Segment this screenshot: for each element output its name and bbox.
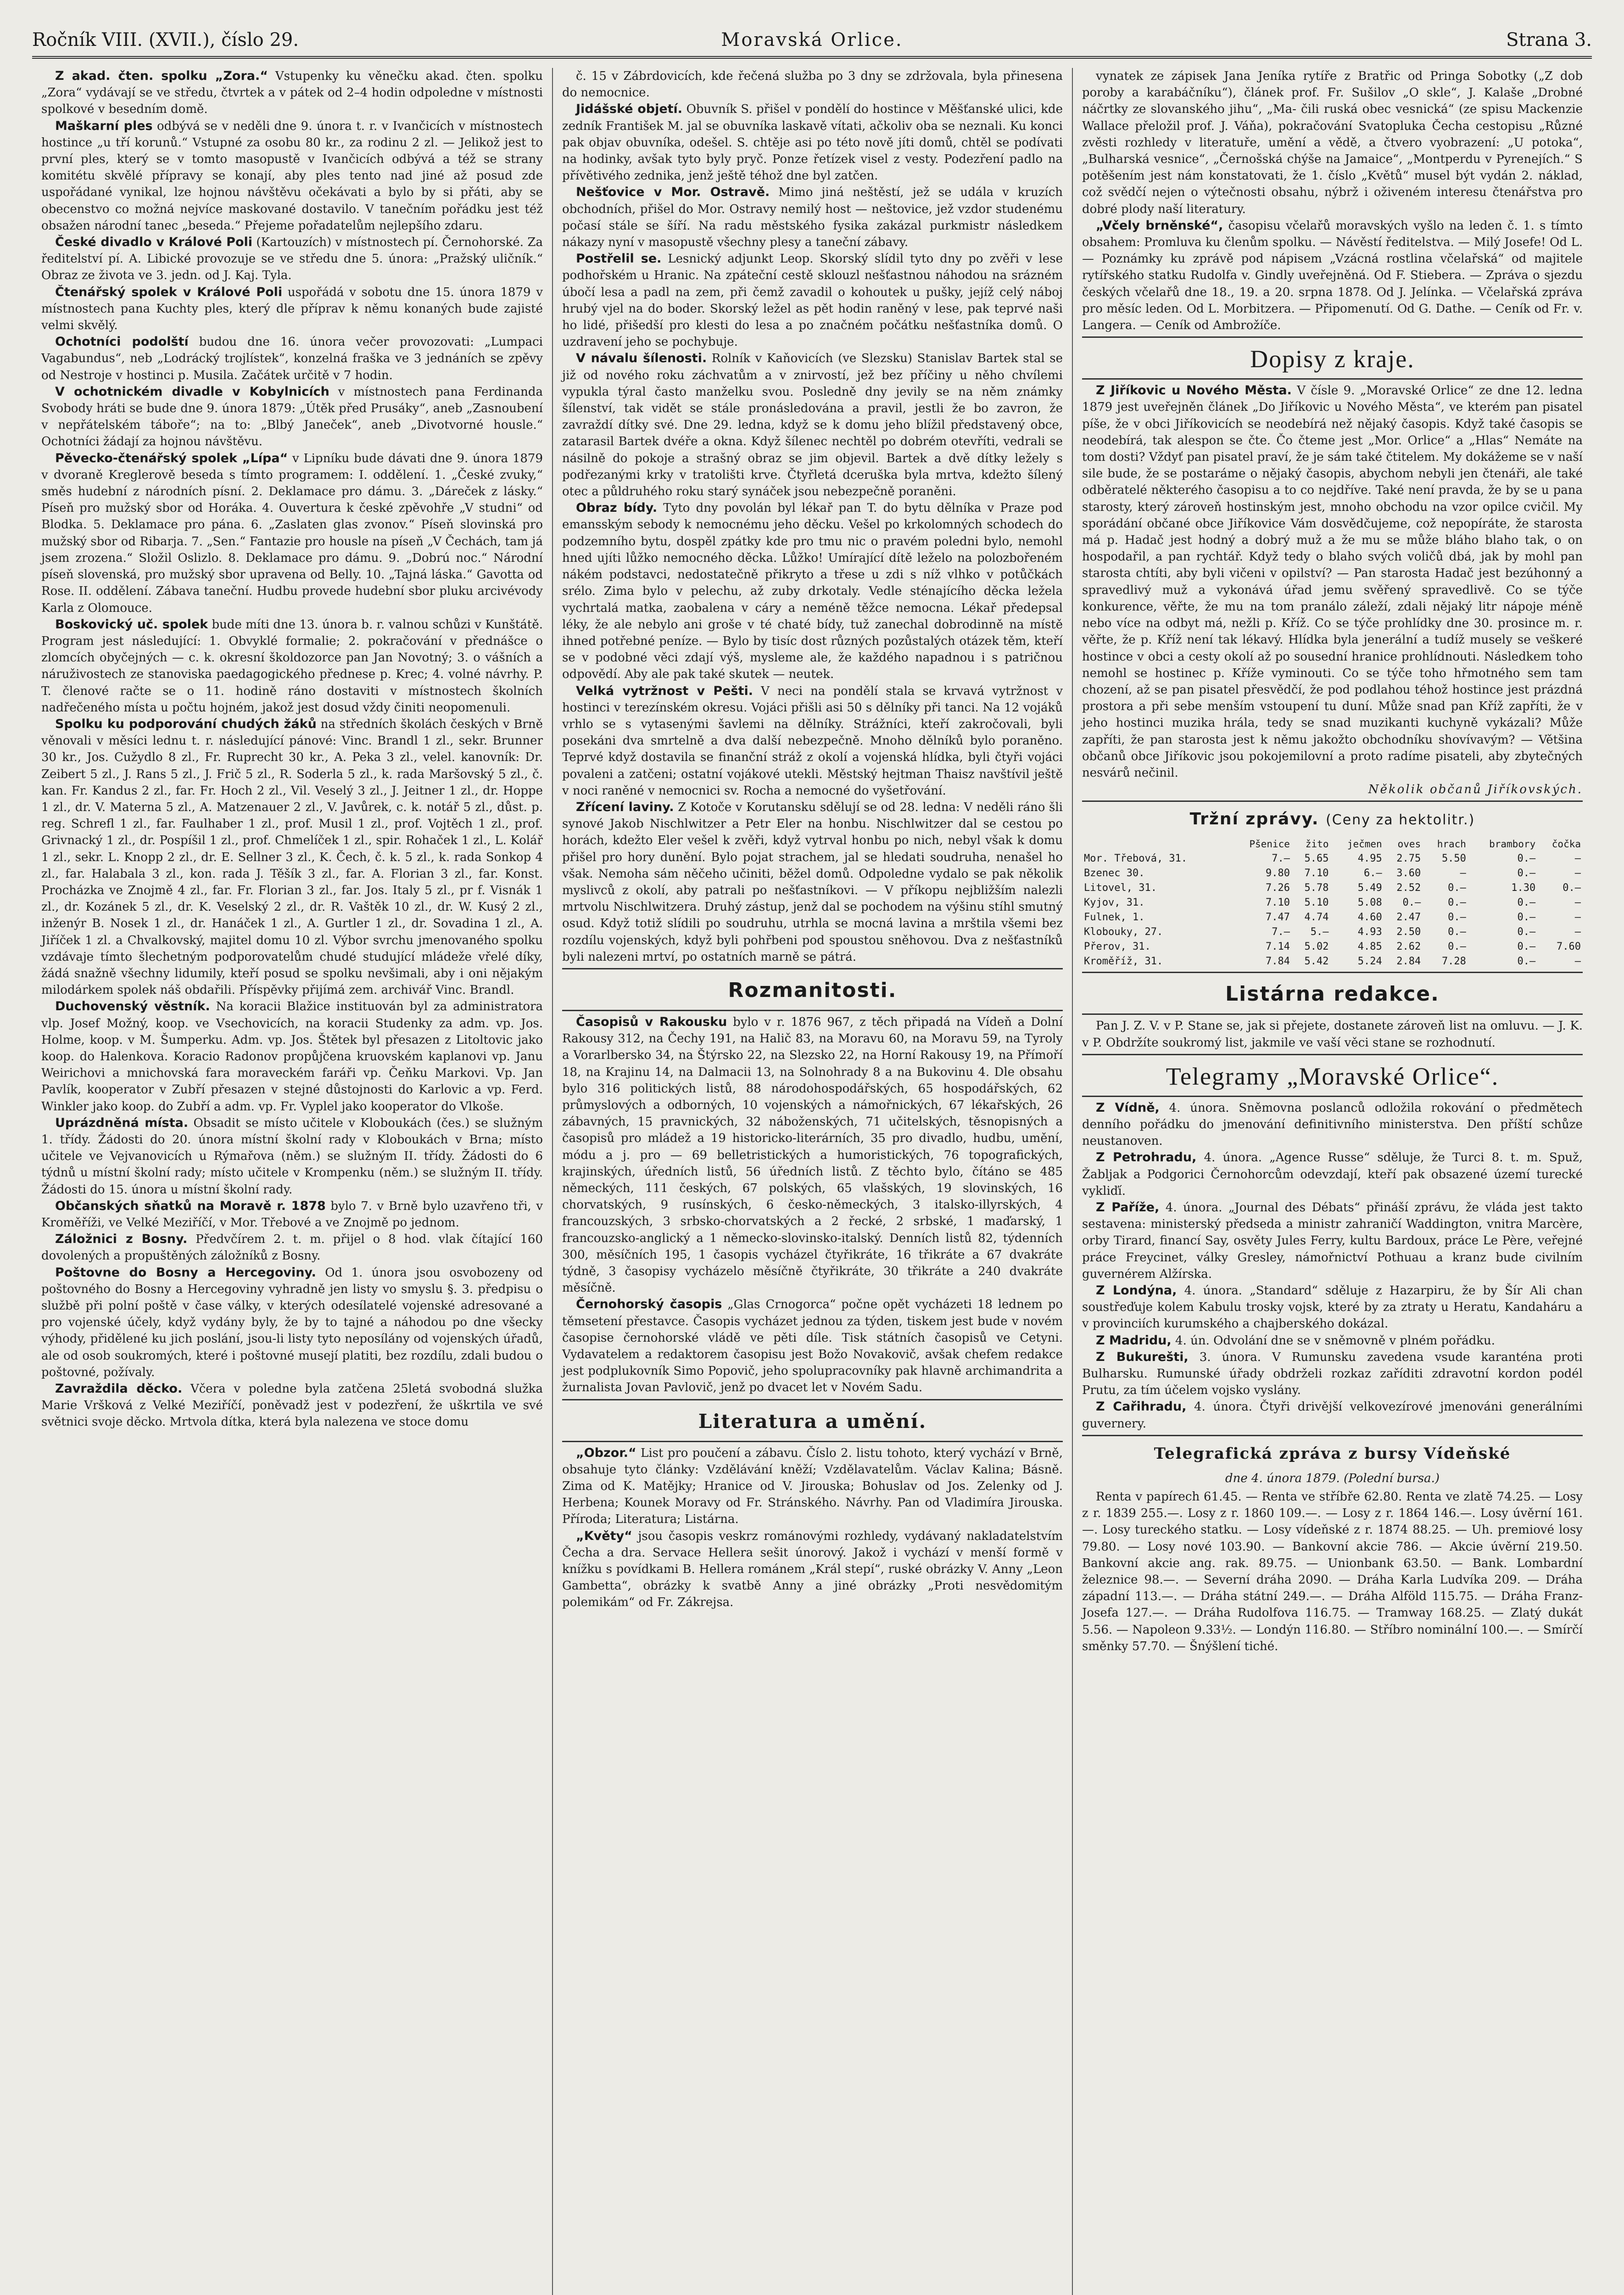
- market-cell: 0.—: [1448, 882, 1466, 894]
- market-cell: 7.—: [1272, 926, 1290, 938]
- article-text: Mimo jiná neštěstí, jež se udála v kruzích obchodních, přišel do Mor. Ostravy nemilý host — neštovice, jež vzdor studenému počasí stále se šíří. Na radu městského fysika zakázal purkmistr následkem nákazy nyní v masopustě všechny plesy a taneční zábavy.: [562, 185, 1063, 250]
- market-cell: Litovel, 31.: [1084, 882, 1157, 894]
- article-text: uspořádá v sobotu dne 15. února 1879 v místnostech pana Kuchty ples, který dle příprav k němu konaných bude zajisté velmi skvělý.: [41, 285, 543, 333]
- market-row: [1082, 881, 1583, 896]
- market-cell: 2.84: [1396, 956, 1421, 968]
- article-lead: Z Londýna,: [1096, 1283, 1177, 1298]
- market-cell: 9.80: [1265, 868, 1290, 879]
- market-unit: (Ceny za hektolitr.): [1326, 812, 1475, 828]
- market-cell: 5.78: [1304, 882, 1329, 894]
- article-text: bude míti dne 13. února b. r. valnou schůzi v Kunštátě. Program jest následující: 1. Obvyklé formalie; 2. pokračování v přednášce o zlomcích obyčejných — c. k. okresní školdozorce pan Jan Novotný; 3. o vášních a náruživostech ze stanoviska paedagogického přednese p. Krec; 4. volné návrhy. P. T. členové račte se o 11. hodině ráno dostaviti v místnostech školních nadřečeného místa u počtu hojném, jakož jest dosud vždy činiti neopomenuli.: [41, 617, 543, 715]
- market-row: [1082, 954, 1583, 969]
- issue-number: Ročník VIII. (XVII.), číslo 29.: [32, 29, 299, 50]
- market-cell: 5.42: [1304, 956, 1329, 968]
- market-cell: 4.95: [1357, 853, 1382, 865]
- rule-line: [1082, 1435, 1583, 1436]
- article-paragraph: [41, 234, 543, 284]
- article-paragraph: [41, 616, 543, 716]
- article-text: Obuvník S. přišel v pondělí do hostince v Měšťanské ulici, kde zedník František M. jal se obuvníka laskavě vítati, ačkoliv oba se neznali. Ku konci pak objav obuvníka, odešel. S. chtěje asi po této nově jíti domů, chtěl se podívati na hodinky, avšak tyto byly pryč. Ponze řetízek visel z vesty. Podezření padlo na přívětivého zednika, jenž ještě téhož dne byl zatčen.: [562, 102, 1063, 183]
- article-lead: V návalu šílenosti.: [576, 351, 707, 366]
- article-lead: Černohorský časopis: [576, 1297, 722, 1312]
- article-lead: Občanských sňatků na Moravě r. 1878: [55, 1198, 326, 1213]
- article-text: Tyto dny povolán byl lékař pan T. do bytu dělníka v Praze pod emansským sebody k nemocnému jeho děcku. Vešel po krkolomných schodech do podzemního bytu, dospěl zpátky kde pro tmu nic o pravém poledni bylo, nemohl hned ujíti lůžko nemocného děcka. Lůžko! Umírající dítě leželo na polozbořeném nákém podstavci, nedostatečně přikryto a třese u zdi s níž vlhko v potůčkách srélo. Zima bylo v pelechu, až zuby drkotaly. Vedle sténajícího děcka ležela vychrtalá matka, zaobalena v cáry a neméně těžce nemocna. Lékař předepsal léky, že ale nebylo ani groše v té chaté bídy, tuž zanechal dobrodinně na místě ihned potřebné peníze. — Bylo by tisíc dost různých pozůstalých otázek těm, kteří se v podobné věci zdají výš, mysleme ale, že každého napadnou i s patričnou odpovědí. Aby ale pak také skutek — neutek.: [562, 501, 1063, 682]
- market-header-cell: hrach: [1437, 839, 1466, 850]
- article-text: 3. února. V Rumunsku zavedena vsude karanténa proti Bulharsku. Rumunské úřady obdrželi rozkaz zaříditi zdravotní kordon podél Prutu, za tím účelem vojsko vyslány.: [1082, 1350, 1583, 1398]
- market-cell: 3.60: [1396, 868, 1421, 879]
- article-lead: Poštovne do Bosny a Hercegoviny.: [55, 1265, 316, 1280]
- article-lead: Velká vytržnost v Pešti.: [576, 683, 753, 698]
- article-text: vynatek ze zápisek Jana Jeníka rytíře z Bratřic od Pringa Sobotky („Z dob poroby a karabáčníku“), článek prof. Fr. Sušilov „O skle“, J. Kalaše „Drobné náčrtky ze slovanského jihu“, „Ma- čili ruská obec vesnická“ (ze spisu Mackenzie Wallace přeložil prof. J. Váňa), pokračování Svatopluka Čecha cestopisu „Různé zvěsti rozhledy v literatuře, umění a vědě, a čtvero vyobrazení: „U potoka“, „Bulharská vesnice“, „Černošská chýše na Jamaice“, „Montperdu v Pyrenejích.“ S potěšením jest nám konstatovati, že 1. číslo „Květů“ musel být vydán 2. náklad, což svědčí nejen o výtečnosti obsahu, nýbrž i oživeném interesu čtenářstva pro dobré plody naší literatury.: [1082, 69, 1583, 216]
- article-paragraph: [562, 184, 1063, 251]
- article-text: Rolník v Kaňovicích (ve Slezsku) Stanislav Bartek stal se již od nového roku záchvatům a v znirvostí, jež bez příčiny u něho chvílemi vypukla týral často manželku svou. Posledně dny jevily se na něm známky šílenství, tak vidět se stále pronásledována a pravil, jestli že bo zavron, že zavraždí dítky své. Dne 29. ledna, když se k domu jeho blížil představený obce, zatarasil Bartek dvéře a okna. Když šílenec nechtěl po dobrém otevříti, vedrali se násilně do pokoje a strašný obraz se jim objevil. Bartek a dvě dítky ležely s podřezanými krky v tratolišti krve. Čtyřletá dceruška byla mrtva, kdežto šílený otec a půldruhého roku starý synáček jsou nebezpečně poraněni.: [562, 352, 1063, 499]
- article-paragraph: [1082, 1199, 1583, 1282]
- market-cell: 5.65: [1304, 853, 1329, 865]
- market-row: [1082, 925, 1583, 940]
- market-header-cell: oves: [1397, 839, 1421, 850]
- listarna-text: Pan J. Z. V. v P. Stane se, jak si přejete, dostanete zároveň list na omluvu. — J. K. v P. Obdržíte soukromý list, jakmile ve vaší věci stane se rozhodnutí.: [1082, 1019, 1583, 1050]
- article-lead: Z Jiříkovic u Nového Města.: [1096, 383, 1292, 398]
- article-text: jsou časopis veskrz románovými rozhledy, vydávaný nakladatelstvím Čecha a dra. Servace Hellera sešit únorový. Jakož i vychází v menší formě v knížku s povídkami B. Hellera románem „Král stepí“, ruské obrázky V. Anny „Leon Gambetta“, obrázky k svatbě Anny a jiné obrázky „Proti nesvědomitým polemikám“ od Fr. Zákrejsa.: [562, 1529, 1063, 1610]
- rule-line: [562, 968, 1063, 969]
- article-paragraph: [562, 1296, 1063, 1396]
- rule-line: [1082, 1096, 1583, 1097]
- section-title-telegramy: Telegramy „Moravské Orlice“.: [1166, 1062, 1499, 1090]
- market-row: [1082, 940, 1583, 954]
- market-cell: 4.74: [1304, 912, 1329, 924]
- rule-line: [562, 1399, 1063, 1400]
- article-text: bylo v r. 1876 967, z těch připadá na Vídeň a Dolní Rakousy 312, na Čechy 191, na Halič 83, na Moravu 60, na Moravu 59, na Tyroly a Vorarlbersko 34, na Štýrsko 22, na Slezsko 22, na Horní Rakousy 19, na Přímoří 18, na Krajinu 14, na Dalmacii 13, na Solnohrady 8 a na Bukovinu 4. Dle obsahu bylo 316 politických listů, 88 národohospodářských, 65 hospodářských, 62 průmyslových a odborných, 10 vojenských a námořnických, 67 lékařských, 26 zábavných, 15 pravnických, 32 náboženských, 71 učitelských, těsnopisných a časopisů pro mládež a 19 historicko-literárních, 35 pro divadlo, hudbu, umění, módu a j. pro — 69 belletristických a humoristických, 76 topografických, krajinských, úředních listů, 56 úředních listů. Z těchto bylo, čítáno se 485 německých, 111 českých, 67 polských, 65 vlašských, 19 slovinských, 16 chorvatských, 9 rusínských, 6 česko-německých, 3 italsko-illyrských, 4 francouzských, 3 srbsko-chorvatských a 2 řecké, 2 srbské, 1 maďarský, 1 francouzsko-anglický a 1 německo-slovinsko-italský. Denních listů 82, týdenních 300, měsíčních 195, 1 časopis vycházel čtyřikráte, 16 třikráte a 67 dvakráte týdně, 3 časopisy vycházelo měsíčně čtyřikráte, 30 třikráte a 240 dvakráte měsíčně.: [562, 1015, 1063, 1295]
- borse-text: Renta v papírech 61.45. — Renta ve stříbře 62.80. Renta ve zlatě 74.25. — Losy z r. 1839 255.—. Losy z r. 1860 109.—. — Losy z r. 1864 146.—. Losy úvěrní 161.—. Losy tureckého statku. — Losy vídeňské z r. 1874 88.25. — Uh. premiové losy 79.80. — Losy nové 103.90. — Bankovní akcie 786. — Akcie úvěrní 219.50. Bankovní akcie ang. rak. 89.75. — Unionbank 63.50. — Bank. Lombardní železnice 98.—. — Severní dráha 2090. — Dráha Karla Ludvíka 209. — Dráha západní 113.—. — Dráha státní 249.—. — Dráha Alföld 115.75. — Dráha Franz-Josefa 127.—. — Dráha Rudolfova 116.75. — Tramway 168.25. — Zlatý dukát 5.56. — Napoleon 9.33½. — Londýn 116.80. — Stříbro nominální 100.—. — Smírčí směnky 57.70. — Šnýšlení tiché.: [1082, 1490, 1583, 1653]
- article-paragraph: [41, 384, 543, 450]
- article-paragraph: [41, 1115, 543, 1198]
- market-cell: —: [1574, 853, 1581, 865]
- market-cell: 2.62: [1396, 941, 1421, 953]
- letter-signature: Několik občanů Jiříkovských.: [1368, 783, 1583, 797]
- rule-line: [1082, 1054, 1583, 1055]
- section-title-literatura: Literatura a umění.: [698, 1410, 927, 1433]
- article-text: (Kartouzích) v místnostech pí. Černohorské. Za ředitelství pí. A. Libické provozuje se ve středu dne 5. února: „Pražský uličník.“ Obraz ze života ve 3. jedn. od J. Kaj. Tyla.: [41, 235, 543, 283]
- rule-line: [562, 1441, 1063, 1442]
- article-paragraph: [562, 1528, 1063, 1611]
- market-cell: Klobouky, 27.: [1084, 926, 1163, 938]
- article-lead: Spolku ku podporování chudých žáků: [55, 716, 317, 731]
- market-cell: 7.10: [1265, 897, 1290, 909]
- market-cell: Kyjov, 31.: [1084, 897, 1145, 909]
- market-cell: 0.—: [1517, 853, 1536, 865]
- market-cell: 5.24: [1357, 956, 1382, 968]
- article-lead: „Květy“: [576, 1528, 632, 1543]
- rule-line: [1082, 1013, 1583, 1015]
- article-text: Na koracii Blažice instituován byl za administratora vlp. Josef Možný, koop. ve Vsechovicích, na koracii Studenky za adm. vp. Jos. Holme, koop. v M. Šumperku. Adm. vp. Jos. Štětek byl přesazen z Litoltovic jako koop. do Halenkova. Koracio Radonov propůjčena kruovském kaplanovi vp. Janu Weirichovi a mnichovská fara moraveckém faráři vp. Čeňku Markovi. Vp. Jan Pavlík, kooperator v Zubří přesazen v stejné důstojnosti do Karlovic a vp. Ferd. Winkler jako koop. do Zubří a adm. vp. Fr. Vyplel jako kooperator do Vlkoše.: [41, 1000, 543, 1114]
- market-cell: 5.08: [1357, 897, 1382, 909]
- market-cell: 5.49: [1357, 882, 1382, 894]
- market-cell: 0.—: [1517, 897, 1536, 909]
- rule-line: [1082, 972, 1583, 973]
- article-paragraph: [41, 1265, 543, 1381]
- market-cell: 0.—: [1448, 926, 1466, 938]
- columns: [32, 68, 1592, 2295]
- market-cell: 2.52: [1396, 882, 1421, 894]
- page-number: Strana 3.: [1506, 29, 1592, 50]
- market-cell: 5.02: [1304, 941, 1329, 953]
- market-cell: 7.14: [1265, 941, 1290, 953]
- article-lead: „Obzor.“: [576, 1445, 636, 1460]
- market-header-cell: [1082, 837, 1230, 851]
- article-paragraph: [1082, 68, 1583, 218]
- article-text: „Glas Crnogorca“ počne opět vycházeti 18 lednem po těmsetení přestavce. Časopis vycházet jednou za týden, tiskem jest bude v novém časopise černohorské vládě ve pěti díle. Tisk státních časopisů ve Cetyni. Vydavatelem a redaktorem časopisu jest Božo Novakovič, avšak chefem redakce jest podplukovník Simo Popovič, jeho spolupracovníky pak hlavně archimandrita a žurnalista Jovan Pavlovič, jenž po dvacet let v Novém Sadu.: [562, 1298, 1063, 1395]
- market-cell: 7.84: [1265, 956, 1290, 968]
- market-cell: 4.93: [1357, 926, 1382, 938]
- market-cell: 7.26: [1265, 882, 1290, 894]
- article-paragraph: [41, 716, 543, 998]
- market-cell: 0.—: [1448, 897, 1466, 909]
- market-cell: 4.85: [1357, 941, 1382, 953]
- article-paragraph: [1082, 1282, 1583, 1332]
- column-2: [552, 68, 1072, 2295]
- section-title-rozmanitosti: Rozmanitosti.: [728, 978, 897, 1002]
- article-text: Lesnický adjunkt Leop. Skorský slídil tyto dny po zvěři v lese podhořském u Hranic. Na zpáteční cestě sklouzl nešťastnou náhodou na srázném úbočí lesa a padl na zem, při čemž zavadil o kohoutek u pušky, jejíž celý náboj hrubý vjel na do boder. Skorský ležel as pět hodin raněný v lese, pak teprvé naši ho lidé, přišedší pro klesti do lesa a po značném počátku nešťastníka domů. O uzdravení jeho se pochybuje.: [562, 252, 1063, 349]
- article-text: Od 1. února jsou osvobozeny od poštovného do Bosny a Hercegoviny vyhradně jen listy vo smyslu §. 3. předpisu o službě při polní poště v čase války, v kterých odesílatelé vojenské adresované a pro vojenské účely, když vydány byly, že by to tajné a náhodou po dne všecky výhody, přidělené ku jich poslání, jsou-li listy tyto neposílány od vojenských úřadů, ale od osob soukromých, které i poštovné musejí platiti, bez rozdílu, zdali budou o poštovné, požívaly.: [41, 1265, 543, 1379]
- article-text: 4. února. Čtyři drivější velkovezírové jmenováni generálními guvernery.: [1082, 1400, 1583, 1431]
- market-cell: —: [1574, 926, 1581, 938]
- article-text: odbývá se v neděli dne 9. února t. r. v Ivančicích v místnostech hostince „u tří korunů.“ Vstupné za osobu 80 kr., za rodinu 2 zl. — Jelikož jest to první ples, který se v tomto masopustě v Ivančicích odbývá a též se strany komitétu skvělé přípravy se konají, aby ples tento nad jiné až posud zde uspořádané vynikal, lze hojnou návštěvu očekávati a bylo by si přáti, aby se obecenstvo co možná nejvíce maskované dostavilo. V tanečním pořádku jest též obsažen národní tanec „beseda.“ Přejeme pořadatelům nejlepšího zdaru.: [41, 119, 543, 233]
- article-text: Obsadit se místo učitele v Kloboukách (čes.) se služným 1. třídy. Žádosti do 20. února místní školní rady v Kloboukách v Brna; místo učitele ve Vejvanovicích u Rýmařova (něm.) se služným II. třídy. Žádosti do 6 týdnů u místní školní rady; místo učitele v Krompenku (něm.) se služným II. třídy. Žádosti do 15. února u místní školní rady.: [41, 1116, 543, 1197]
- article-paragraph: [562, 683, 1063, 799]
- article-paragraph: [41, 998, 543, 1114]
- article-text: časopisu včelařů moravských vyšlo na leden č. 1. s tímto obsahem: Promluva ku členům spolku. — Návěstí ředitelstva. — Milý Josefe! Od L. — Poznámky ku zprávě pod nápisem „Vzácná rostlina včelařská“ od majitele rytířského statku Rudolfa v. Gindly uveřejněná. Od F. Stiebera. — Zpráva o sjezdu českých včelařů dne 18., 19. a 20. srpna 1878. Od J. Jelínka. — Včelařská zpráva pro měsíc leden. Od L. Morbitzera. — Připomenutí. Od G. Dathe. — Ceník od Fr. v. Langera. — Ceník od Ambrožíče.: [1082, 218, 1583, 333]
- article-paragraph: [41, 118, 543, 234]
- market-cell: 2.47: [1396, 912, 1421, 924]
- rule-line: [562, 1010, 1063, 1011]
- article-lead: Z Bukurešti,: [1096, 1349, 1189, 1364]
- market-cell: 5.10: [1304, 897, 1329, 909]
- market-cell: 0.—: [1402, 897, 1421, 909]
- market-cell: 2.50: [1396, 926, 1421, 938]
- market-cell: 0.—: [1517, 912, 1536, 924]
- market-cell: —: [1574, 956, 1581, 968]
- article-paragraph: [562, 1014, 1063, 1296]
- market-cell: Přerov, 31.: [1084, 941, 1151, 953]
- article-lead: V ochotnickém divadle v Kobylnicích: [55, 384, 329, 399]
- market-cell: 0.—: [1448, 941, 1466, 953]
- article-lead: Zavraždila děcko.: [55, 1382, 183, 1396]
- market-cell: —: [1574, 912, 1581, 924]
- article-text: 4. února. „Journal des Débats“ přináší zprávu, že vláda jest takto sestavena: ministerský předseda a ministr zahraničí Waddington, vnitra Marcère, orby Tirard, financí Say, osvěty Jules Ferry, kultu Bardoux, práce Le Père, veřejné práce Freycinet, války Gresley, námořnictví Pothuau a kranz bude civilním guvernérem Alžírska.: [1082, 1200, 1583, 1281]
- article-paragraph: [1082, 1332, 1583, 1349]
- article-lead: Pěvecko-čtenářský spolek „Lípa“: [55, 451, 288, 465]
- market-cell: Mor. Třebová, 31.: [1084, 853, 1188, 865]
- article-text: Včera v poledne byla zatčena 25letá svobodná služka Marie Vršková z Velké Meziříčí, poněvadž jest v podezření, že uškrtila ve své světnici svoje děcko. Mrtvola dítka, která byla nalezena ve stoce domu: [41, 1382, 543, 1429]
- market-header-cell: čočka: [1551, 839, 1581, 850]
- market-cell: 0.—: [1448, 912, 1466, 924]
- article-text: v místnostech pana Ferdinanda Svobody hráti se bude dne 9. února 1879: „Útěk před Prusáky“, aneb „Zasnoubení v nepřátelském táboře“; na to: „Blbý Janeček“, aneb „Divotvorné housle.“ Ochotníci žádají za hojnou návštěvu.: [41, 385, 543, 449]
- article-lead: Z Cařihradu,: [1096, 1399, 1187, 1414]
- article-paragraph: [1082, 1149, 1583, 1199]
- article-lead: Duchovenský věstník.: [55, 999, 210, 1014]
- article-lead: Ochotníci podolští: [55, 335, 189, 349]
- article-lead: Čtenářský spolek v Králové Poli: [55, 285, 283, 299]
- market-cell: 5.—: [1310, 926, 1329, 938]
- market-header-row: [1082, 837, 1583, 851]
- market-cell: 4.60: [1357, 912, 1382, 924]
- article-lead: Z Madridu,: [1096, 1333, 1172, 1348]
- rule-line: [1082, 800, 1583, 802]
- market-cell: 0.—: [1517, 868, 1536, 879]
- article-text: č. 15 v Zábrdovicích, kde řečená služba po 3 dny se zdržovala, byla přinesena do nemocnice.: [562, 69, 1063, 100]
- article-paragraph: [41, 334, 543, 384]
- page-header: [32, 24, 1592, 59]
- section-title-listarna: Listárna redakce.: [1225, 982, 1440, 1006]
- article-text: Z Kotoče v Korutansku sdělují se od 28. ledna: V neděli ráno šli synové Jakob Nischlwitzer a Petr Eler na honbu. Nischlwitzer dal se cestou po horách, kdežto Eler vešel k zvěři, když vytrval honbu po nich, nebyl však k domu přišel pro hory dunění. Bylo pojat strachem, jal se hledati soudruha, nenašel ho však. Nemoha sám něčeho učiniti, běžel domů. Odpoledne vydalo se pak několik myslivců z okolí, aby patrali po nešťastníkovi. — V příkopu nejbližším nalezli mrtvolu Nischlwitzera. Druhý zástup, jenž dal se pochodem na výšinu stíhl smutný osud. Když totiž slídili po soudruhu, utrhla se mocná lavina a mrštila všemi bez rozdílu vojenských, když byli pohřbeni pod spoustou sněhovou. Dva z nešťastníků byli nalezeni mrtví, po ostatních marně se pátrá.: [562, 800, 1063, 964]
- article-text: v Lipníku bude dávati dne 9. února 1879 v dvoraně Kreglerově beseda s tímto programem: I. oddělení. 1. „České zvuky,“ směs hudební z národních písní. 2. Deklamace pro dámu. 3. „Dáreček z lásky.“ Píseň pro mužský sbor od Horáka. 4. Ouvertura k české zpěvohře „V studni“ od Blodka. 5. Deklamace pro pána. 6. „Zaslaten glas zvonov.“ Píseň slovinská pro mužský sbor od Ribarja. 7. „Sen.“ Fantazie pro housle na píseň „V Čechách, tam já jsem zrozena.“ Složil Oslizlo. 8. Deklamace pro dámu. 9. „Dobrú noc.“ Národní píseň slovenská, pro mužský sbor upravena od Belly. 10. „Tajná láska.“ Gavotta od Rose. II. oddělení. Zábava taneční. Hudbu provede hudební sbor pluku arcivévody Karla z Olomouce.: [41, 451, 543, 615]
- article-lead: Boskovický uč. spolek: [55, 617, 208, 632]
- article-lead: Jidášské objetí.: [576, 102, 683, 117]
- article-lead: Obraz bídy.: [576, 501, 658, 515]
- market-header-cell: brambory: [1489, 839, 1536, 850]
- article-lead: Z akad. čten. spolku „Zora.“: [55, 69, 268, 83]
- article-text: bylo 7. v Brně bylo uzavřeno tři, v Kroměříži, ve Velké Meziříčí, v Mor. Třebové a ve Znojmě po jednom.: [41, 1199, 543, 1230]
- article-lead: Z Paříže,: [1096, 1200, 1160, 1215]
- market-cell: 7.10: [1304, 868, 1329, 879]
- market-cell: 7.28: [1441, 956, 1466, 968]
- market-cell: 0.—: [1517, 926, 1536, 938]
- market-cell: 6.—: [1363, 868, 1382, 879]
- market-cell: —: [1460, 868, 1466, 879]
- article-paragraph: [562, 251, 1063, 350]
- article-text: V čísle 9. „Moravské Orlice“ ze dne 12. ledna 1879 jest uveřejněn článek „Do Jiříkovic u Nového Města“, ve kterém pan pisatel píše, že v obci Jiříkovicích se neodebírá než nějaký časopis. Když také časopis se neodebírá, tak alespon se čte. Čo čteme jest „Mor. Orlice“ a „Hlas“ Nemáte na tom dosti? Vždyť pan pisatel praví, že je sám také čtitelem. My dokážeme se v naší sile bude, že se postaráme o nějaký časopis, abychom nebyli jen čtenáři, ale také odběratelé některého časopisu a to co nejdříve. Také není pravda, že by se u pana starosty, který zároveň hostinským jest, mnoho obchodu na vzor opilce cvičil. My sporádání občané obce Jiříkovice Vám dosvědčujeme, což nepopíráte, že starosta má p. Hadač jest hodný a dobrý muž a že mu se může bláho blaho tak, o on hospodařil, a pan rychtář. Když tedy o blaho svých voličů dbá, jak by mohl pan starosta chtíti, aby byli vičeni v opilství? — Pan starosta Hadač jest bezúhonný a spravedlivý muž a vykonává úřad jemu svěřený spravedlivě. Co se týče konkurence, věřte, že mu na tom pranálo záleží, zdali nějaký litr nápoje méně nebo více na odbyt má, nežli p. Kříž. Co se týče prohlídky dne 30. prosince m. r. věřte, že p. Kříž není tak lékavý. Hlídka byla jenerální a tudíž musely se veškeré hostince v obci a cesty okolí až po sousední hranice prohlídnouti. Následkem toho nemohl se hostinec p. Kříže vyminouti. Co se týče toho hřmotného sem tam chození, až se pan pisatel přesvědčí, že pod podlahou téhož hostince jest prázdná prostora a při sebe menším vstoupení tu duní. Může snad pan Kříž zapříti, že v jeho hostinci muzika hrála, tedy se snad muzikanti kuchyně vykázali? Může zapříti, že pan starosta jest k němu jakožto obchodníku shovívavým? — Většina občanů obce Jiříkovic jsou pokojemilovní a proto radíme pisateli, aby zbytečných nesvárů nečinil.: [1082, 384, 1583, 780]
- article-text: 4. února. „Agence Russe“ sděluje, že Turci 8. t. m. Spuž, Žabljak a Podgorici Černohorcům odevzdají, kteří pak obsazené území turecké vykliďí.: [1082, 1151, 1583, 1198]
- article-lead: Zřícení laviny.: [576, 800, 674, 814]
- article-text: na středních školách českých v Brně věnovali v měsíci lednu t. r. následující pánové: Vinc. Brandl 1 zl., sekr. Brunner 30 kr., Jos. Cužydlo 8 zl., Fr. Ruprecht 30 kr., A. Peka 3 zl., velel. kanovník: Dr. Zeibert 5 zl., J. Rans 5 zl., J. Frič 5 zl., R. Soderla 5 zl., k. rada Maršovský 5 zl., č. kan. Fr. Kandus 2 zl., far. Fr. Hoch 2 zl., Vil. Veselý 3 zl., J. Jeitner 1 zl., dr. Hoppe 1 zl., dr. V. Materna 5 zl., A. Matzenauer 2 zl., V. Javůrek, c. k. notář 5 zl., důst. p. reg. Schrefl 1 zl., far. Faulhaber 1 zl., prof. Musil 1 zl., prof. Vojtěch 1 zl., prof. Grivnacký 1 zl., dr. Pospíšil 1 zl., prof. Chmelíček 1 zl., spir. Rohaček 1 zl., L. Kolář 1 zl., sekr. L. Knopp 2 zl., dr. E. Sellner 3 zl., K. Čech, č. k. 5 zl., k. rada Sonkop 4 zl., far. Halabala 3 zl., kon. rada J. Těšík 3 zl., far. A. Florian 3 zl., far. Konst. Procházka ve Znojmě 4 zl., far. Fr. Florian 3 zl., far. Jos. Italy 5 zl., pr f. Visnák 1 zl., dr. Kozánek 5 zl., dr. K. Veselský 2 zl., dr. R. Vaštěk 10 zl., dr. W. Kusý 2 zl., inženýr B. Nosek 1 zl., dr. Hanáček 1 zl., A. Gurtler 1 zl., dr. Sovadina 1 zl., A. Jiříček 1 zl. a Chvalkovský, majitel domu 10 zl. Výbor svrchu jmenovaného spolku vzdávaje tímto šlechetným podporovatelům chudé studující mládeže vřelé díky, žádá snažně všechny lidumily, kteří posud se spolku nevšimali, aby i oni nějakým milodárkem spolek náš obdařili. Příspěvky přijímá zem. archivář Vinc. Brandl.: [41, 717, 543, 997]
- market-row: [1082, 851, 1583, 866]
- article-paragraph: [41, 1231, 543, 1264]
- article-paragraph: [562, 68, 1063, 101]
- market-cell: 7.—: [1272, 853, 1290, 865]
- market-cell: 5.50: [1441, 853, 1466, 865]
- article-lead: Maškarní ples: [55, 118, 153, 133]
- market-cell: Bzenec 30.: [1084, 868, 1145, 879]
- rule-line: [1082, 336, 1583, 338]
- article-paragraph: [562, 350, 1063, 500]
- market-cell: —: [1574, 897, 1581, 909]
- market-header-cell: žito: [1305, 839, 1329, 850]
- article-paragraph: [562, 1445, 1063, 1528]
- market-cell: 2.75: [1396, 853, 1421, 865]
- column-1: [32, 68, 552, 2295]
- market-row: [1082, 896, 1583, 910]
- market-cell: 7.60: [1557, 941, 1581, 953]
- article-lead: Uprázdněná místa.: [55, 1115, 189, 1130]
- article-paragraph: [1082, 382, 1583, 781]
- article-text: Předvčírem 2. t. m. přijel o 8 hod. vlak čítající 160 dovolených a propuštěných záložníků z Bosny.: [41, 1232, 543, 1263]
- article-paragraph: [1082, 218, 1583, 334]
- market-row: [1082, 910, 1583, 925]
- article-lead: Záložnici z Bosny.: [55, 1232, 188, 1247]
- article-text: V neci na pondělí stala se krvavá vytržnost v hostinci v terezínském okresu. Vojáci přišli asi 50 s dělníky při tanci. Na 12 vojáků vrhlo se s vytasenými šavlemi na dělníky. Strážníci, kteří zakročovali, byli posekáni dva smrtelně a dva další nebezpečně. Mnoho dělníků bylo poraněno. Teprvé když dostavila se finanční stráž z okolí a vojenská hlídka, byli čtyři vojáci povaleni a zatčeni; ostatní vojákové utekli. Městský hejtman Thaisz navštívil ještě v noci raněné v nemocnici sv. Rocha a nemocné do vyšetřování.: [562, 684, 1063, 798]
- article-paragraph: [1082, 1399, 1583, 1432]
- rule-line: [1082, 378, 1583, 380]
- article-text: 4. února. „Standard“ sděluje z Hazarpiru, že by Šír Ali chan soustřeďuje kolem Kabulu trosky vojsk, které by za ztraty u Heratu, Kandaháru a v provinciích kurumského a chajberského dokázal.: [1082, 1283, 1583, 1331]
- market-cell: 1.30: [1511, 882, 1536, 894]
- masthead-title: Moravská Orlice.: [721, 29, 903, 50]
- section-title-dopisy: Dopisy z kraje.: [1250, 345, 1415, 373]
- article-lead: České divadlo v Králové Poli: [55, 235, 253, 250]
- market-cell: Fulnek, 1.: [1084, 912, 1145, 924]
- article-paragraph: [562, 500, 1063, 683]
- article-text: budou dne 16. února večer provozovati: „Lumpaci Vagabundus“, neb „Lodrácký trojlístek“, konzelná fraška ve 3 jednáních se zpěvy od Nestroje v hostinci p. Musila. Začátek určitě v 7 hodin.: [41, 335, 543, 382]
- market-header-cell: Pšenice: [1249, 839, 1290, 850]
- market-header-cell: ječmen: [1347, 839, 1382, 850]
- article-paragraph: [562, 799, 1063, 965]
- market-cell: 0.—: [1517, 941, 1536, 953]
- article-text: 4. února. Sněmovna poslanců odložila rokování o předmětech denního pořádku do jmenování definitivního ministerstva. Den příští schůze neustanoven.: [1082, 1101, 1583, 1148]
- article-paragraph: [41, 284, 543, 334]
- article-paragraph: [41, 1198, 543, 1231]
- article-lead: Časopisů v Rakousku: [576, 1014, 727, 1029]
- article-lead: „Včely brněnské“,: [1096, 218, 1223, 233]
- article-text: Vstupenky ku věnečku akad. čten. spolku „Zora“ vydávají se ve středu, čtvrtek a v pátek od 2–4 hodin odpoledne v místnosti spolkové v besedním domě.: [41, 69, 543, 117]
- market-cell: 0.—: [1563, 882, 1581, 894]
- article-paragraph: [41, 1381, 543, 1431]
- market-table: [1082, 837, 1583, 969]
- market-title: Tržní zprávy.: [1189, 810, 1319, 829]
- market-cell: 0.—: [1517, 956, 1536, 968]
- article-lead: Z Vídně,: [1096, 1100, 1160, 1115]
- market-cell: Kroměříž, 31.: [1084, 956, 1163, 968]
- article-text: List pro poučení a zábavu. Číslo 2. listu tohoto, který vychází v Brně, obsahuje tyto články: Vzdělávání kněží; Vzdělavatelům. Václav Kalina; Básně. Zima od K. Matějky; Hranice od V. Jirouska; Bohuslav od Jos. Zelenky od J. Herbena; Kounek Moravy od Fr. Stránského. Návrhy. Pan od Vladimíra Jirouska. Příroda; Literatura; Listárna.: [562, 1446, 1063, 1527]
- market-row: [1082, 866, 1583, 881]
- article-lead: Nešťovice v Mor. Ostravě.: [576, 185, 770, 200]
- borse-subtitle: dne 4. února 1879. (Polední bursa.): [1225, 1471, 1440, 1485]
- column-3: [1072, 68, 1592, 2295]
- article-paragraph: [1082, 1349, 1583, 1399]
- market-cell: 7.47: [1265, 912, 1290, 924]
- section-title-market: [1082, 805, 1583, 835]
- article-lead: Z Petrohradu,: [1096, 1150, 1197, 1165]
- article-lead: Postřelil se.: [576, 252, 662, 266]
- article-paragraph: [1082, 1100, 1583, 1150]
- section-title-borse: Telegrafická zpráva z bursy Vídeňské: [1154, 1444, 1511, 1463]
- market-cell: —: [1574, 868, 1581, 879]
- article-paragraph: [41, 450, 543, 616]
- article-paragraph: [41, 68, 543, 118]
- article-text: 4. ún. Odvolání dne se v sněmovně v plném pořádku.: [1175, 1333, 1496, 1348]
- article-paragraph: [562, 101, 1063, 184]
